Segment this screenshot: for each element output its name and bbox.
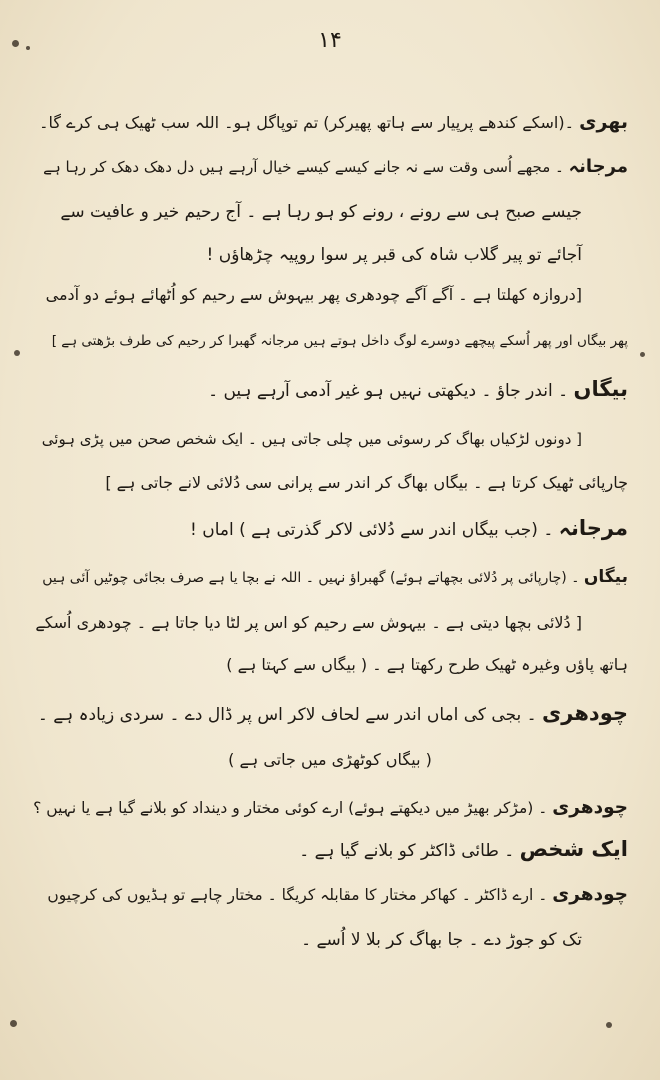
speaker-name: بھری (579, 111, 628, 133)
ink-spot (10, 1020, 17, 1027)
ink-spot (14, 350, 20, 356)
dialogue-line (32, 925, 582, 955)
line-text: ( بیگاں کوٹھڑی میں جاتی ہے ) (228, 750, 432, 769)
speaker-name: مرجانہ (558, 516, 628, 540)
line-text: ۔ بجی کی اماں اندر سے لحاف لاکر اس پر ڈال دے ۔ سردی زیادہ ہے ۔ (37, 705, 537, 725)
line-text: جیسے صبح ہی سے رونے ، رونے کو ہو رہا ہے ۔ آج رحیم خیر و عافیت سے (60, 202, 582, 222)
speaker-name: مرجانہ (568, 156, 628, 177)
dialogue-line (32, 197, 582, 227)
stage-direction (32, 280, 582, 310)
speaker-name: چودھری (552, 797, 628, 818)
line-text: ۔ (چارپائی پر دُلائی بچھاتے ہوئے) گھبراؤ نہیں ۔ اللہ نے بچا یا ہے صرف بجائی چوٹیں آئی ہیں (42, 570, 580, 586)
dialogue-line (32, 793, 628, 823)
dialogue-line (32, 834, 628, 866)
stage-direction (32, 468, 628, 498)
dialogue-line (32, 562, 628, 593)
line-text: [ دُلائی بچھا دیتی ہے ۔ بیہوش سے رحیم کو اس پر لٹا دیا جاتا ہے ۔ چودھری اُسکے (35, 613, 582, 632)
line-text: ۔ طائی ڈاکٹر کو بلانے گیا ہے ۔ (299, 841, 515, 861)
dialogue-line (32, 374, 628, 406)
line-text: ہاتھ پاؤں وغیرہ ٹھیک طرح رکھتا ہے ۔ ( بیگاں سے کہتا ہے ) (226, 655, 628, 674)
line-text: ۔ اندر جاؤ ۔ دیکھتی نہیں ہو غیر آدمی آرہے ہیں ۔ (208, 381, 569, 401)
line-text: ۔(اسکے کندھے پرپیار سے ہاتھ پھیرکر) تم توپاگل ہو۔ اللہ سب ٹھیک ہی کرے گا۔ (39, 113, 574, 132)
stage-direction (32, 650, 628, 680)
page-number: ۱۴ (318, 28, 342, 53)
ink-spot (606, 1022, 612, 1028)
line-text: آجائے تو پیر گلاب شاہ کی قبر پر سوا روپیہ چڑھاؤں ! (206, 245, 582, 265)
stage-direction (32, 424, 582, 454)
dialogue-line (32, 880, 628, 910)
line-text: [دروازہ کھلتا ہے ۔ آگے آگے چودھری پھر بیہوش سے رحیم کو اُٹھائے ہوئے دو آدمی (45, 285, 582, 304)
speaker-name: ایک شخص (519, 837, 628, 861)
stage-direction (32, 608, 582, 638)
speaker-name: بیگاں (573, 377, 628, 401)
stage-direction (0, 745, 660, 775)
line-text: ۔ مجھے اُسی وقت سے نہ جانے کیسے کیسے خیال آرہے ہیں دل دھک دھک کر رہا ہے (43, 158, 564, 176)
speaker-name: بیگاں (583, 567, 628, 587)
speaker-name: چودھری (542, 701, 628, 725)
line-text: ۔ ارے ڈاکٹر ۔ کھاکر مختار کا مقابلہ کریگا ۔ مختار چاہے تو ہڈیوں کی کرچیوں (47, 886, 548, 904)
dialogue-line (32, 240, 582, 270)
ink-spot (640, 352, 645, 357)
ink-spot (12, 40, 19, 47)
dialogue-line (32, 152, 628, 182)
dialogue-line (32, 698, 628, 730)
speaker-name: چودھری (552, 884, 628, 905)
ink-spot (26, 46, 30, 50)
line-text: تک کو جوڑ دے ۔ جا بھاگ کر بلا لا اُسے ۔ (301, 930, 582, 950)
line-text: پھر بیگاں اور پھر اُسکے پیچھے دوسرے لوگ داخل ہوتے ہیں مرجانہ گھبرا کر رحیم کی طرف بڑھتی ہے ] (51, 333, 628, 349)
stage-direction (32, 326, 628, 356)
line-text: ۔ (مڑکر بھیڑ میں دیکھتے ہوئے) ارے کوئی مختار و دینداد کو بلانے گیا ہے یا نہیں ؟ (33, 799, 548, 817)
line-text: [ دونوں لڑکیاں بھاگ کر رسوئی میں چلی جاتی ہیں ۔ ایک شخص صحن میں پڑی ہوئی (41, 430, 582, 448)
dialogue-line (32, 513, 628, 545)
line-text: چارپائی ٹھیک کرتا ہے ۔ بیگاں بھاگ کر اندر سے پرانی سی دُلائی لانے جاتی ہے ] (105, 473, 628, 492)
dialogue-line (32, 107, 628, 138)
line-text: ۔ (جب بیگاں اندر سے دُلائی لاکر گذرتی ہے ) اماں ! (190, 520, 554, 540)
